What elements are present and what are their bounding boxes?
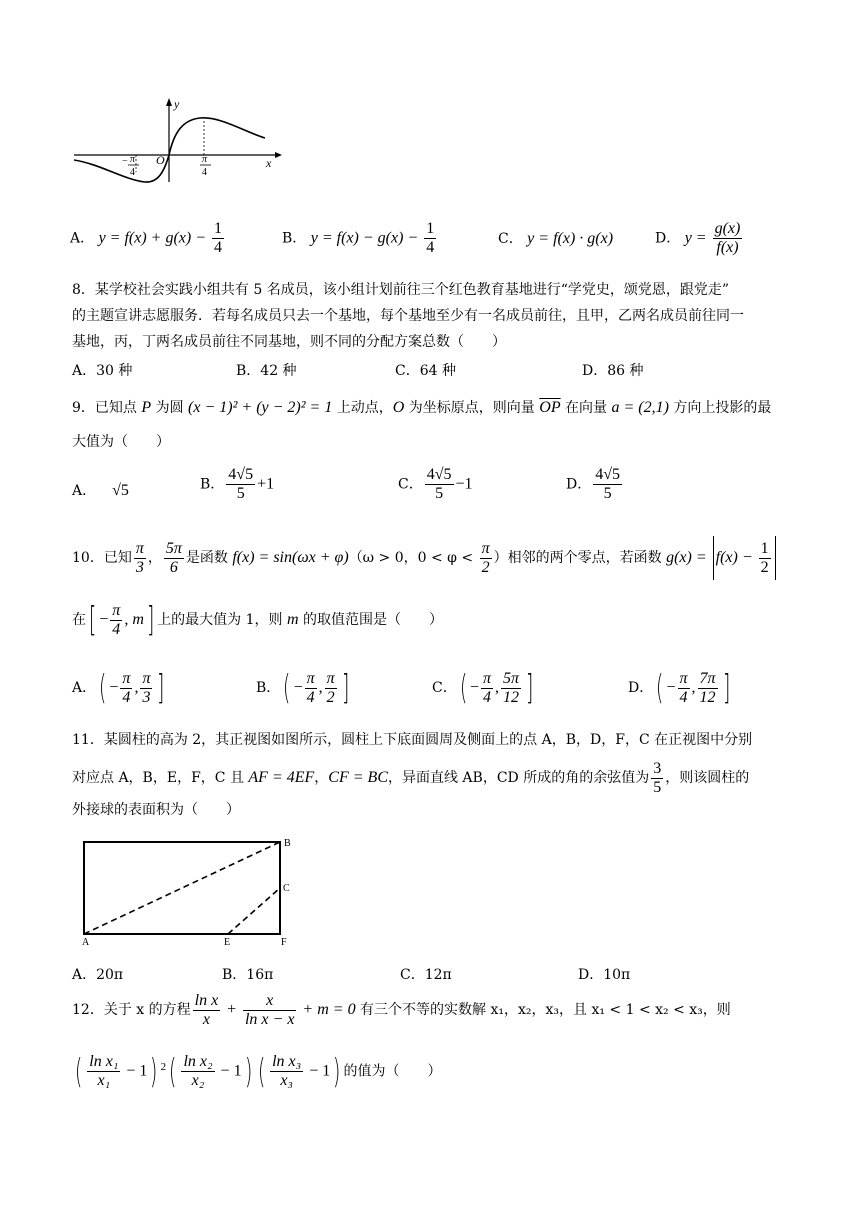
- q11-option-c[interactable]: C．12π: [400, 967, 452, 983]
- q8-option-b[interactable]: B．42 种: [236, 363, 297, 379]
- dashed-ec: [228, 888, 280, 934]
- q10-option-c[interactable]: C．( − $\frac{\pi}{4}$ , $\frac{5\pi}{12}$ ]: [432, 668, 534, 708]
- q11-option-b[interactable]: B．16π: [222, 967, 274, 983]
- q8-option-a[interactable]: A．30 种: [72, 363, 133, 379]
- svg-text:F: F: [281, 937, 287, 948]
- fraction: $\frac{1}{4}$: [426, 220, 435, 256]
- q9-option-b[interactable]: B． $\frac{4√5}{5}$ +1: [200, 466, 275, 502]
- q9-line-2: 大值为（ ）: [72, 434, 170, 450]
- q8-line-1: 8．某学校社会实践小组共有 5 名成员，该小组计划前往三个红色教育基地进行“学党史，颂党恩，跟党走”: [72, 282, 730, 298]
- q12-line-1: 12．关于 x 的方程 $\frac{\text{ln x}}{x}$ + $\frac{x}{\text{ln x − x}}$ + m = 0 有三个不等的实数解 x₁，x₂，x₃，且 x₁ < 1 < x₂ < x₃，则: [72, 991, 731, 1028]
- dashed-ab: [84, 842, 280, 934]
- q9-option-c[interactable]: C． $\frac{4√5}{5}$ −1: [398, 466, 473, 502]
- q7-function-graph: [70, 92, 285, 184]
- q8-line-2: 的主题宣讲志愿服务．若每名成员只去一个基地，每个基地至少有一名成员前往，且甲，乙两名成员前往同一: [72, 308, 744, 324]
- svg-text:A: A: [82, 937, 90, 948]
- q11-front-view-figure: [78, 834, 298, 950]
- q7-option-d[interactable]: D． y = $\frac{g(x)}{f(x)}$: [655, 220, 741, 256]
- q10-option-a[interactable]: A．( − $\frac{\pi}{4}$ , $\frac{\pi}{3}$ ]: [72, 668, 165, 708]
- origin-label: O: [156, 153, 165, 167]
- svg-text:−: −: [122, 156, 128, 167]
- q11-line-3: 外接球的表面积为（ ）: [72, 802, 240, 818]
- svg-text:C: C: [283, 883, 290, 894]
- q11-line-1: 11．某圆柱的高为 2，其正视图如图所示，圆柱上下底面圆周及侧面上的点 A，B，D，F，C 在正视图中分别: [72, 732, 753, 748]
- svg-text:4: 4: [202, 167, 207, 178]
- x-label: x: [266, 156, 272, 170]
- svg-text:π: π: [130, 154, 136, 165]
- q11-option-d[interactable]: D．10π: [578, 967, 631, 983]
- svg-text:4: 4: [130, 167, 135, 178]
- q8-option-c[interactable]: C．64 种: [395, 363, 456, 379]
- q8-option-d[interactable]: D．86 种: [582, 363, 644, 379]
- q12-line-2: ( $\frac{\text{ln x₁}}{\text{x₁}}$ − 1) $^2$( $\frac{\text{ln x₂}}{\text{x₂}}$ − 1) ( $\frac{\text{ln x₃}}{\text{x₃}}$ − 1) 的值为（ ）: [74, 1051, 442, 1092]
- svg-text:B: B: [284, 838, 291, 849]
- q9-option-d[interactable]: D． $\frac{4√5}{5}$: [566, 466, 621, 502]
- q10-line-2: 在[ − $\frac{\pi}{4}$ , m] 上的最大值为 1，则 m 的取值范围是（ ）: [72, 600, 443, 640]
- q7-option-a[interactable]: A． y = f(x) + g(x) − $\frac{1}{4}$: [70, 220, 223, 256]
- q9-line-1: 9．已知点 P 为圆 (x − 1)² + (y − 2)² = 1 上动点，O 为坐标原点，则向量 $\overline{OP}$ 在向量 a = (2,1) 方向上投影的最: [72, 399, 772, 416]
- q10-option-d[interactable]: D．( − $\frac{\pi}{4}$ , $\frac{7\pi}{12}$ ]: [628, 668, 730, 708]
- svg-text:π: π: [202, 154, 208, 165]
- y-label: y: [174, 97, 180, 111]
- fraction: $\frac{g(x)}{f(x)}$: [714, 220, 741, 256]
- fraction: $\frac{1}{4}$: [214, 220, 223, 256]
- svg-text:E: E: [224, 937, 231, 948]
- q7-option-c[interactable]: C． y = f(x) · g(x): [498, 230, 614, 247]
- q8-line-3: 基地，丙，丁两名成员前往不同基地，则不同的分配方案总数（ ）: [72, 334, 506, 350]
- q10-line-1: 10．已知 $\frac{\pi}{3}$ ， $\frac{5\pi}{6}$ 是函数 f(x) = sin(ωx + φ)（ω > 0，0 < φ < $\frac{\pi}{2}$ ）相邻的两个零点，若函数 g(x) = f(x) − $\frac{1}{2}$: [72, 536, 778, 580]
- q10-option-b[interactable]: B．( − $\frac{\pi}{4}$ , $\frac{\pi}{2}$ ]: [256, 668, 349, 708]
- q7-option-b[interactable]: B． y = f(x) − g(x) − $\frac{1}{4}$: [282, 220, 435, 256]
- q11-line-2: 对应点 A，B，E，F，C 且 AF = 4EF，CF = BC，异面直线 AB，CD 所成的角的余弦值为 $\frac{3}{5}$ ，则该圆柱的: [72, 759, 750, 796]
- q11-option-a[interactable]: A．20π: [72, 967, 124, 983]
- q9-option-a[interactable]: A． √5: [72, 482, 129, 499]
- x-axis-arrow-icon: [275, 152, 282, 158]
- y-axis-arrow-icon: [166, 98, 172, 106]
